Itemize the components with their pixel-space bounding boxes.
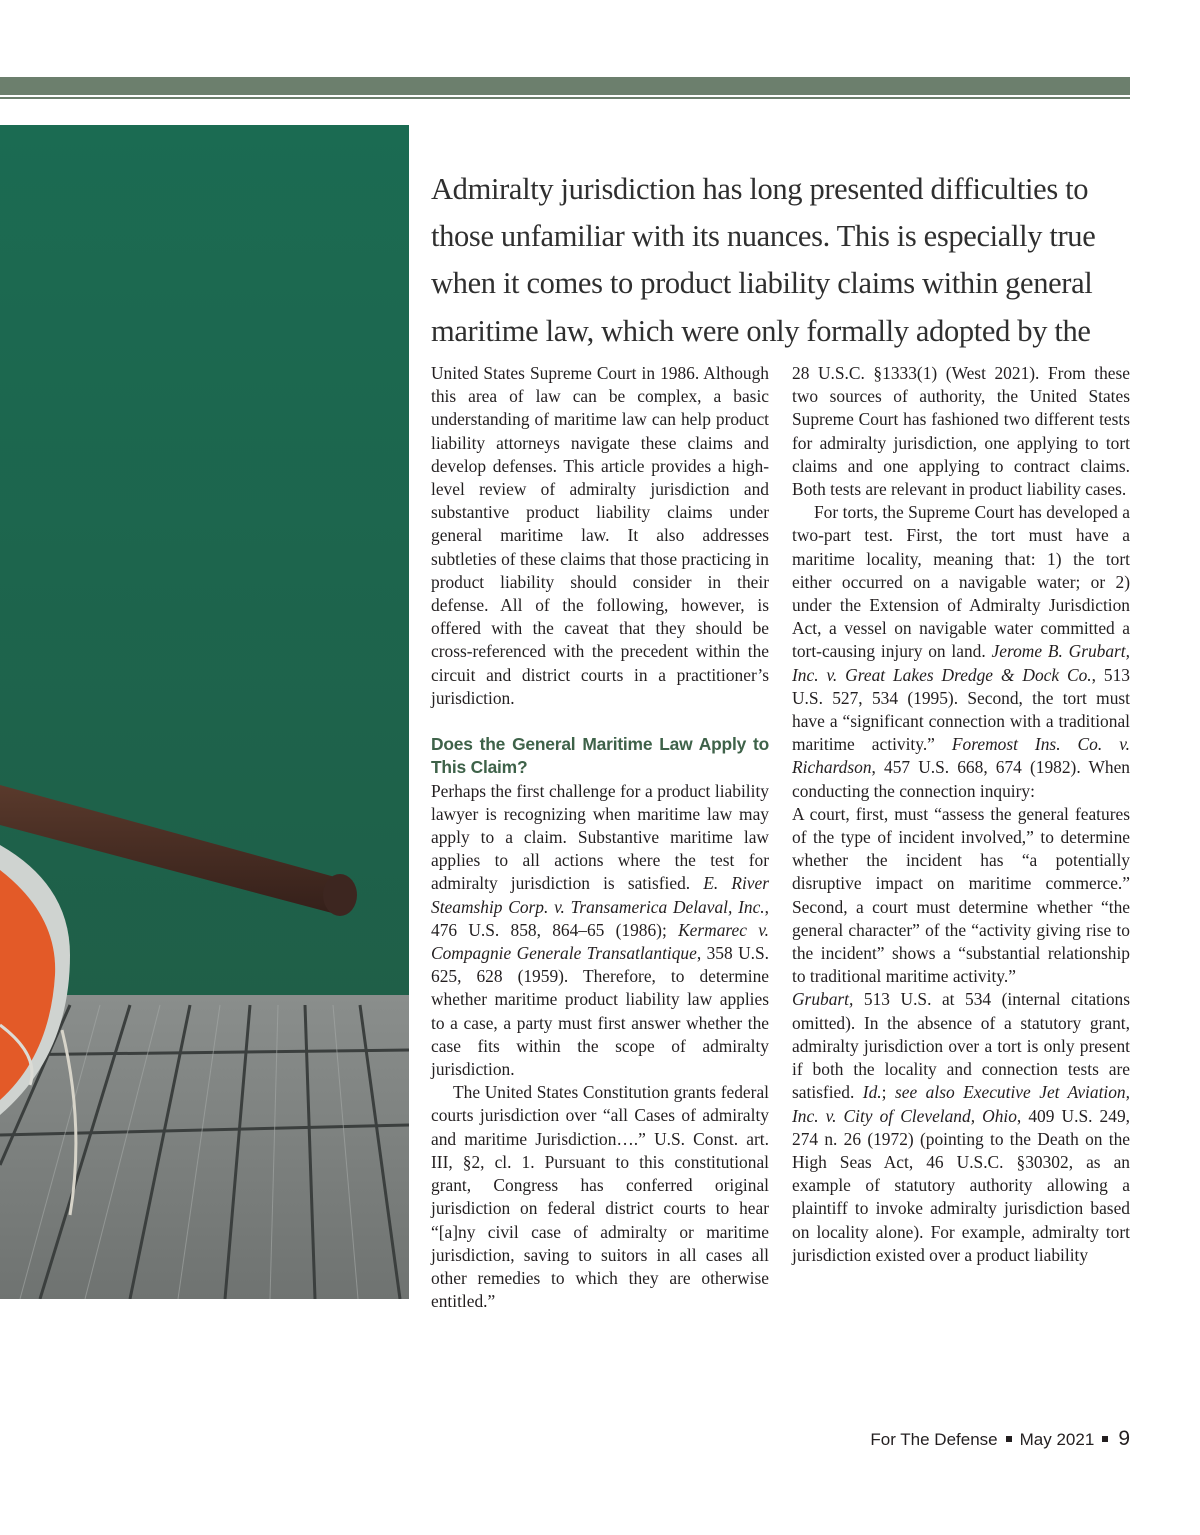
separator-square-icon	[1102, 1436, 1108, 1442]
case-citation: Id.	[862, 1082, 882, 1103]
body-paragraph: The United States Constitution grants federal courts jurisdiction over “all Cases of admiralty and maritime Jurisdiction….” U.S. Const. art. III, §2, cl. 1. Pursuant to this constitutional grant, Congress has conferred original jurisdiction on federal district courts to hear “[a]ny civil case of admiralty or maritime jurisdiction, saving to suitors in all cases all other remedies to which they are otherwise entitled.”	[431, 1082, 769, 1312]
pull-quote	[431, 166, 1131, 355]
pull-quote-line: maritime law, which were only formally adopted by the	[431, 313, 1091, 348]
intro-paragraph: United States Supreme Court in 1986. Although this area of law can be complex, a basic understanding of maritime law can help product liability attorneys navigate these claims and develop defenses. This article provides a high-level review of admiralty jurisdiction and substantive product liability claims under general maritime law. It also addresses subtleties of these claims that those practicing in product liability should consider in their defense. All of the following, however, is offered with the caveat that they should be cross-referenced with the precedent within the circuit and district courts in a practitioner’s jurisdiction.	[431, 363, 769, 708]
case-citation: Foremost Ins. Co. v. Richardson	[792, 734, 1130, 778]
pull-quote-line: when it comes to product liability claims within general	[431, 266, 1093, 301]
case-citation: Jerome B. Grubart, Inc. v. Great Lakes Dredge & Dock Co.	[792, 641, 1130, 685]
page-footer	[870, 1427, 1130, 1451]
issue-date: May 2021	[1019, 1430, 1095, 1449]
article-column-left	[431, 362, 769, 1313]
article-column-right	[792, 362, 1130, 1267]
body-paragraph: 28 U.S.C. §1333(1) (West 2021). From these two sources of authority, the United States Supreme Court has fashioned two different tests for admiralty jurisdiction, one applying to tort claims and one applying to contract claims. Both tests are relevant in product liability cases.	[792, 363, 1130, 500]
pull-quote-line: Admiralty jurisdiction has long presented difficulties to	[431, 172, 1089, 206]
block-quote: A court, first, must “assess the general features of the type of incident involved,” to determine whether the incident has “a potentially disruptive impact on maritime commerce.” Second, a court must determine whether “the general character” of the “activity giving rise to the incident” shows a “substantial relationship to traditional maritime activity.”	[792, 803, 1130, 987]
section-heading: Does the General Maritime Law Apply to This Claim?	[431, 734, 769, 778]
header-banner-bar	[0, 77, 1130, 95]
case-citation: Grubart,	[792, 989, 854, 1010]
case-citation: Kermarec v. Compagnie Generale Transatlantique	[431, 919, 769, 964]
body-paragraph: Grubart, 513 U.S. at 534 (internal citations omitted). In the absence of a statutory grant, admiralty jurisdiction over a tort is only present if both the locality and connection tests are satisfied. Id.; see also Executive Jet Aviation, Inc. v. City of Cleveland, Ohio, 409 U.S. 249, 274 n. 26 (1972) (pointing to the Death on the High Seas Act, 46 U.S.C. §30302, as an example of statutory authority allowing a plaintiff to invoke admiralty jurisdiction based on locality alone). For example, admiralty tort jurisdiction existed over a product liability	[792, 989, 1130, 1265]
page-number: 9	[1118, 1427, 1130, 1450]
case-citation: E. River Steamship Corp. v. Transamerica Delaval, Inc.	[431, 873, 770, 917]
pull-quote-line: those unfamiliar with its nuances. This is especially true	[431, 219, 1096, 254]
publication-name: For The Defense	[870, 1430, 998, 1449]
life-ring-on-dock-illustration	[0, 125, 409, 1299]
header-rule	[0, 97, 1130, 99]
case-citation: see also Executive Jet Aviation, Inc. v. City of Cleveland, Ohio	[792, 1082, 1130, 1126]
body-paragraph: For torts, the Supreme Court has developed a two-part test. First, the tort must have a maritime locality, meaning that: 1) the tort either occurred on a navigable water; or 2) under the Extension of Admiralty Jurisdiction Act, a vessel on navigable water committed a tort-causing injury on land. Jerome B. Grubart, Inc. v. Great Lakes Dredge & Dock Co., 513 U.S. 527, 534 (1995). Second, the tort must have a “significant connection with a traditional maritime activity.” Foremost Ins. Co. v. Richardson, 457 U.S. 668, 674 (1982). When conducting the connection inquiry:	[792, 502, 1130, 801]
body-paragraph: Perhaps the first challenge for a product liability lawyer is recognizing when maritime law may apply to a claim. Substantive maritime law applies to all actions where the test for admiralty jurisdiction is satisfied. E. River Steamship Corp. v. Transamerica Delaval, Inc., 476 U.S. 858, 864–65 (1986); Kermarec v. Compagnie Generale Transatlantique, 358 U.S. 625, 628 (1959). Therefore, to determine whether maritime product liability law applies to a case, a party must first answer whether the case fits within the scope of admiralty jurisdiction.	[431, 780, 770, 1080]
article-photo	[0, 125, 409, 1299]
separator-square-icon	[1006, 1436, 1012, 1442]
